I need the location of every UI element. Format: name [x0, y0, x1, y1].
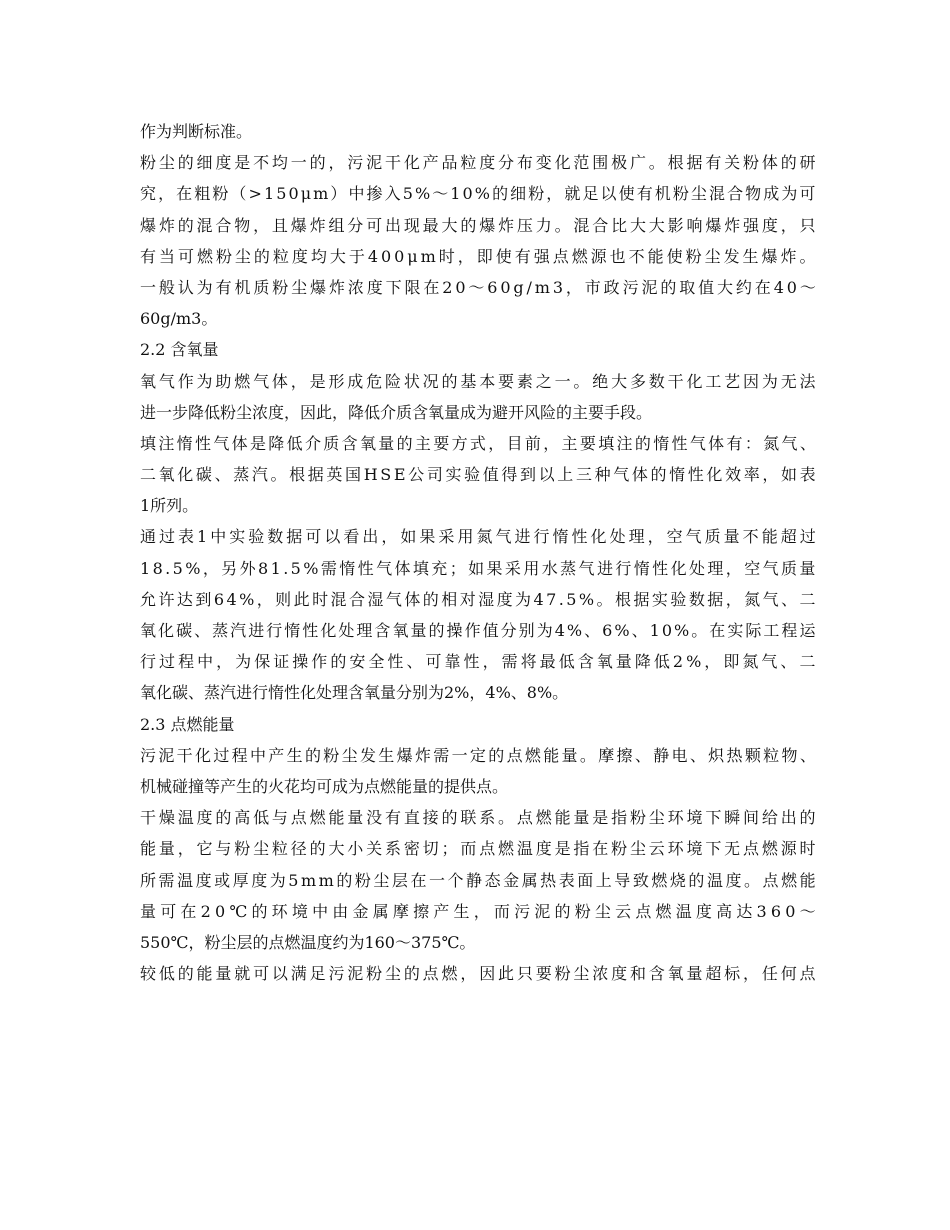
text-line: 粉 尘 的 细 度 是 不 均 一 的 ， 污 泥 干 化 产 品 粒 度 分 布 变 化 范 围 极 广 。 根 据 有 关 粉 体 的 研: [140, 153, 816, 173]
text-line: 所 需 温 度 或 厚 度 为 5 m m 的 粉 尘 层 在 一 个 静 态 金 属 热 表 面 上 导 致 燃 烧 的 温 度 。 点 燃 能: [140, 870, 816, 890]
text-line: 机械碰撞等产生的火花均可成为点燃能量的提供点。: [140, 776, 509, 796]
text-line: 氧 化 碳 、 蒸 汽 进 行 惰 性 化 处 理 含 氧 量 的 操 作 值 分 别 为 4 % 、 6 % 、 1 0 % 。 在 实 际 工 程 运: [140, 621, 816, 640]
text-line: 一 般 认 为 有 机 质 粉 尘 爆 炸 浓 度 下 限 在 2 0 ～ 6 0 g / m 3 ， 市 政 污 泥 的 取 值 大 约 在 4 0 ～: [140, 277, 816, 297]
document-page: [140, 116, 830, 989]
text-line: 填 注 惰 性 气 体 是 降 低 介 质 含 氧 量 的 主 要 方 式 ， 目 前 ， 主 要 填 注 的 惰 性 气 体 有 ： 氮 气 、: [140, 433, 816, 453]
text-line: 1 8 . 5 % ， 另 外 8 1 . 5 % 需 惰 性 气 体 填 充 ； 如 果 采 用 水 蒸 气 进 行 惰 性 化 处 理 ， 空 气 质 量: [140, 558, 816, 578]
text-line: 二 氧 化 碳 、 蒸 汽 。 根 据 英 国 H S E 公 司 实 验 值 得 到 以 上 三 种 气 体 的 惰 性 化 效 率 ， 如 表: [140, 465, 816, 485]
text-line: 进一步降低粉尘浓度，因此，降低介质含氧量成为避开风险的主要手段。: [140, 402, 653, 422]
text-line: 爆 炸 的 混 合 物 ， 且 爆 炸 组 分 可 出 现 最 大 的 爆 炸 压 力 。 混 合 比 大 大 影 响 爆 炸 强 度 ， 只: [140, 215, 816, 235]
text-line: 有 当 可 燃 粉 尘 的 粒 度 均 大 于 4 0 0 μ m 时 ， 即 使 有 强 点 燃 源 也 不 能 使 粉 尘 发 生 爆 炸 。: [140, 246, 816, 266]
text-line: 1所列。: [140, 496, 199, 516]
text-line: 氧 气 作 为 助 燃 气 体 ， 是 形 成 危 险 状 况 的 基 本 要 素 之 一 。 绝 大 多 数 干 化 工 艺 因 为 无 法: [140, 371, 816, 391]
text-line: 60g/m3。: [140, 309, 218, 329]
text-line: 通 过 表 1 中 实 验 数 据 可 以 看 出 ， 如 果 采 用 氮 气 进 行 惰 性 化 处 理 ， 空 气 质 量 不 能 超 过: [140, 527, 816, 547]
text-line: 允 许 达 到 6 4 % ， 则 此 时 混 合 湿 气 体 的 相 对 湿 度 为 4 7 . 5 % 。 根 据 实 验 数 据 ， 氮 气 、 二: [140, 589, 816, 609]
text-line: 氧化碳、蒸汽进行惰性化处理含氧量分别为2%，4%、8%。: [140, 683, 569, 703]
text-line: 较 低 的 能 量 就 可 以 满 足 污 泥 粉 尘 的 点 燃 ， 因 此 只 要 粉 尘 浓 度 和 含 氧 量 超 标 ， 任 何 点: [140, 964, 816, 984]
text-line: 量 可 在 2 0 ℃ 的 环 境 中 由 金 属 摩 擦 产 生 ， 而 污 泥 的 粉 尘 云 点 燃 温 度 高 达 3 6 0 ～: [140, 901, 816, 921]
text-line: 行 过 程 中 ， 为 保 证 操 作 的 安 全 性 、 可 靠 性 ， 需 将 最 低 含 氧 量 降 低 2 % ， 即 氮 气 、 二: [140, 652, 816, 672]
text-line: 作为判断标准。: [140, 122, 253, 141]
section-heading: 2.2 含氧量: [140, 340, 219, 360]
text-line: 污 泥 干 化 过 程 中 产 生 的 粉 尘 发 生 爆 炸 需 一 定 的 点 燃 能 量 。 摩 擦 、 静 电 、 炽 热 颗 粒 物 、: [140, 745, 816, 765]
text-line: 干 燥 温 度 的 高 低 与 点 燃 能 量 没 有 直 接 的 联 系 。 点 燃 能 量 是 指 粉 尘 环 境 下 瞬 间 给 出 的: [140, 808, 816, 828]
section-heading: 2.3 点燃能量: [140, 714, 235, 734]
text-line: 究 ， 在 粗 粉 （ > 1 5 0 μ m ） 中 掺 入 5 % ～ 1 0 % 的 细 粉 ， 就 足 以 使 有 机 粉 尘 混 合 物 成 为 可: [140, 184, 816, 204]
text-line: 550℃，粉尘层的点燃温度约为160～375℃。: [140, 932, 476, 952]
text-line: 能 量 ， 它 与 粉 尘 粒 径 的 大 小 关 系 密 切 ； 而 点 燃 温 度 是 指 在 粉 尘 云 环 境 下 无 点 燃 源 时: [140, 839, 816, 859]
